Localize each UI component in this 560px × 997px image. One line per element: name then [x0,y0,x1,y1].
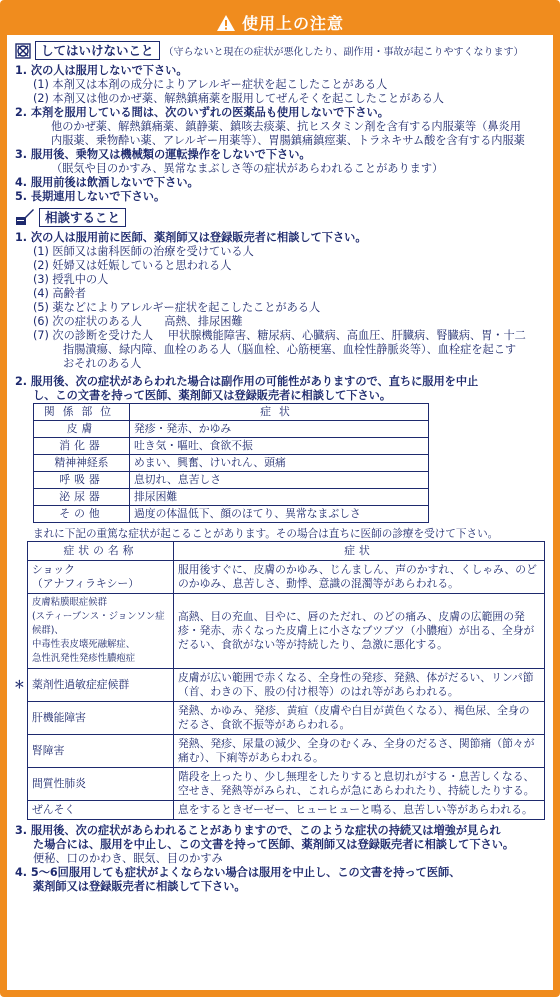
table-cell: 息をするときゼーゼー、ヒューヒューと鳴る、息苦しい等があらわれる。 [174,801,545,820]
table-row [34,455,429,472]
notice-content [15,41,545,894]
consult-item-2b: し、この文書を持って医師、薬剤師又は登録販売者に相談して下さい。 [33,389,392,402]
asterisk-mark: ＊ [14,678,25,691]
consult-list-1: (1) 医師又は歯科医師の治療を受けている人 [33,245,254,258]
donts-item-1b: (2) 本剤又は他のかぜ薬、解熱鎮痛薬を服用してぜんそくを起こしたことがある人 [33,92,444,105]
table-row [34,506,429,523]
consult-item-3c: 便秘、口のかわき、眠気、目のかすみ [33,852,223,865]
table-row [34,438,429,455]
symptom-name-sub: 急性汎発性発疹性膿疱症 [32,653,136,664]
table-cell: 息切れ、息苦しさ [130,472,429,489]
section-donts-note: （守らないと現在の症状が悪化したり、副作用・事故が起こりやすくなります） [163,47,524,58]
consult-list-4: (4) 高齢者 [33,287,86,300]
table-cell: 排尿困難 [130,489,429,506]
consult-item-4b: 薬剤師又は登録販売者に相談して下さい。 [33,880,246,893]
consult-item-3: 3. 服用後、次の症状があらわれることがありますので、このような症状の持続又は増強が見られ [15,824,501,837]
header-title: 使用上の注意 [241,14,344,33]
table-row [34,489,429,506]
table-cell: 過度の体温低下、顔のほてり、異常なまぶしさ [130,506,429,523]
table-cell [28,561,174,594]
table-row [28,801,545,820]
consult-list-3: (3) 授乳中の人 [33,273,109,286]
header-bar [7,7,553,35]
consult-list-7b: 指腸潰瘍、緑内障、血栓のある人（脳血栓、心筋梗塞、血栓性静脈炎等）、血栓症を起こす [63,343,517,356]
table-header-cell: 症状の名称 [28,542,174,561]
table-header-cell: 症状 [130,404,429,421]
header-title-row [7,11,553,34]
table-header-row [28,542,545,561]
table-cell: 精神神経系 [34,455,130,472]
table-cell: 皮膚が広い範囲で赤くなる、全身性の発疹、発熱、体がだるい、リンパ節（首、わきの下、股の付け根等）のはれ等があらわれる。 [174,669,545,702]
donts-item-5: 5. 長期連用しないで下さい。 [15,190,166,203]
donts-item-3: 3. 服用後、乗物又は機械類の運転操作をしないで下さい。 [15,148,311,161]
consult-list-6: (6) 次の症状のある人 高熱、排尿困難 [33,315,243,328]
rare-notice: まれに下記の重篤な症状が起こることがあります。その場合は直ちに医師の診療を受けて下さい。 [33,528,499,540]
symptom-name: 皮膚粘膜眼症候群 [32,597,108,608]
donts-item-4: 4. 服用前後は飲酒しないで下さい。 [15,176,199,189]
table-cell: 発熱、発疹、尿量の減少、全身のむくみ、全身のだるさ、関節痛（節々が痛む）、下痢等があらわれる。 [174,735,545,768]
table-cell: 間質性肺炎 [28,768,174,801]
section-donts-title: してはいけないこと [35,41,160,60]
symptom-name: 薬剤性過敏症症候群 [32,678,130,691]
table-cell: 階段を上ったり、少し無理をしたりすると息切れがする・息苦しくなる、空せき、発熱等がみられ、これらが急にあらわれたり、持続したりする。 [174,768,545,801]
symptom-name-sub: （アナフィラキシー） [32,577,139,590]
section-donts-header [15,41,545,60]
table-row [34,421,429,438]
consult-item-3b: た場合には、服用を中止し、この文書を持って医師、薬剤師又は登録販売者に相談して下さい。 [33,838,515,851]
consult-list-7: (7) 次の診断を受けた人 甲状腺機能障害、糖尿病、心臓病、高血圧、肝臓病、腎臓病、胃・十二 [33,329,526,342]
writing-hand-icon [15,208,35,226]
table-row [28,594,545,669]
symptom-name-sub: (スティーブンス・ジョンソン症候群)、 [32,611,165,636]
table-row [28,561,545,594]
table-cell: 泌尿器 [34,489,130,506]
table-header-cell: 症状 [174,542,545,561]
table-cell: 消化器 [34,438,130,455]
warning-icon [216,14,236,32]
consult-list-2: (2) 妊婦又は妊娠していると思われる人 [33,259,232,272]
table-row [28,669,545,702]
donts-item-2: 2. 本剤を服用している間は、次のいずれの医薬品も使用しないで下さい。 [15,106,389,119]
table-cell: 発熱、かゆみ、発疹、黄疸（皮膚や白目が黄色くなる）、褐色尿、全身のだるさ、食欲不振等があらわれる。 [174,702,545,735]
table-cell: 服用後すぐに、皮膚のかゆみ、じんましん、声のかすれ、くしゃみ、のどのかゆみ、息苦しさ、動悸、意識の混濁等があらわれる。 [174,561,545,594]
donts-item-1: 1. 次の人は服用しないで下さい。 [15,64,188,77]
section-consult-title: 相談すること [39,208,126,227]
table-cell: 吐き気・嘔吐、食欲不振 [130,438,429,455]
consult-item-1: 1. 次の人は服用前に医師、薬剤師又は登録販売者に相談して下さい。 [15,231,367,244]
prohibited-icon [15,43,31,59]
consult-item-2: 2. 服用後、次の症状があらわれた場合は副作用の可能性がありますので、直ちに服用を中止 [15,375,479,388]
table-cell: 肝機能障害 [28,702,174,735]
table-cell: 発疹・発赤、かゆみ [130,421,429,438]
donts-item-2b: 内服薬、乗物酔い薬、アレルギー用薬等）、胃腸鎮痛鎮痙薬、トラネキサム酸を含有する内服薬 [51,134,525,147]
table-header-cell: 関係部位 [34,404,130,421]
table-cell: その他 [34,506,130,523]
consult-item-4: 4. 5～6回服用しても症状がよくならない場合は服用を中止し、この文書を持って医師、 [15,866,461,879]
table-cell [14,669,174,702]
side-effects-table [33,403,429,523]
table-cell: 皮膚 [34,421,130,438]
donts-item-3a: （眠気や目のかすみ、異常なまぶしさ等の症状があらわれることがあります） [51,162,444,175]
donts-item-2a: 他のかぜ薬、解熱鎮痛薬、鎮静薬、鎮咳去痰薬、抗ヒスタミン剤を含有する内服薬等（鼻炎用 [51,120,521,133]
consult-list-5: (5) 薬などによりアレルギー症状を起こしたことがある人 [33,301,321,314]
table-header-row [34,404,429,421]
table-cell: 呼吸器 [34,472,130,489]
table-row [34,472,429,489]
table-cell: めまい、興奮、けいれん、頭痛 [130,455,429,472]
symptom-name: ショック [32,563,75,576]
table-cell: ぜんそく [28,801,174,820]
table-row [28,768,545,801]
consult-list-7c: おそれのある人 [63,357,142,370]
symptom-name-sub: 中毒性表皮壊死融解症、 [32,639,136,650]
table-cell: 高熱、目の充血、目やに、唇のただれ、のどの痛み、皮膚の広範囲の発疹・発赤、赤くなった皮膚上に小さなブツブツ（小膿疱）が出る、全身がだるい、食欲がない等が持続したり、急激に悪化する。 [174,594,545,669]
table-cell: 腎障害 [28,735,174,768]
section-consult-header [15,208,545,227]
table-cell [28,594,174,669]
table-row [28,702,545,735]
donts-item-1a: (1) 本剤又は本剤の成分によりアレルギー症状を起こしたことがある人 [33,78,388,91]
table-row [28,735,545,768]
serious-effects-table [14,541,545,820]
